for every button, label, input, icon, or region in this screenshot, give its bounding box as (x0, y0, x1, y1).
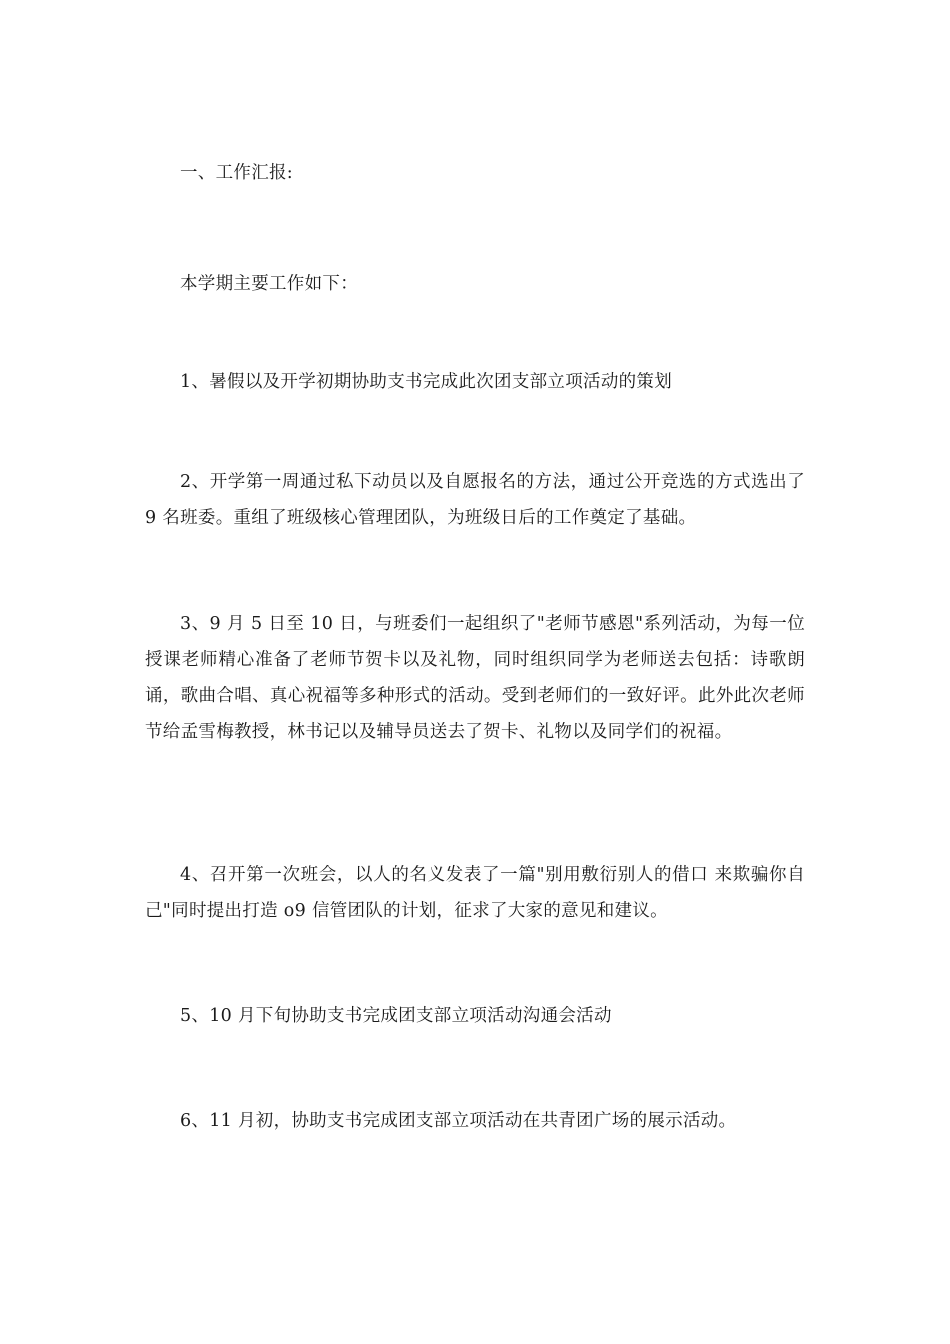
intro-paragraph: 本学期主要工作如下： (180, 274, 358, 294)
work-item-1: 1、暑假以及开学初期协助支书完成此次团支部立项活动的策划 (180, 372, 673, 392)
work-item-4: 4、召开第一次班会，以人的名义发表了一篇"别用敷衍别人的借口 来欺骗你自己"同时提出打造 o9 信管团队的计划，征求了大家的意见和建议。 (145, 865, 805, 921)
work-item-5: 5、10 月下旬协助支书完成团支部立项活动沟通会活动 (180, 1006, 612, 1026)
work-item-3: 3、9 月 5 日至 10 日，与班委们一起组织了"老师节感恩"系列活动，为每一位授课老师精心准备了老师节贺卡以及礼物，同时组织同学为老师送去包括：诗歌朗诵，歌曲合唱、真心祝福等多种形式的活动。受到老师们的一致好评。此外此次老师节给孟雪梅教授，林书记以及辅导员送去了贺卡、礼物以及同学们的祝福。 (145, 614, 805, 742)
work-item-6: 6、11 月初，协助支书完成团支部立项活动在共青团广场的展示活动。 (180, 1111, 737, 1131)
section-heading: 一、工作汇报: (180, 163, 293, 183)
work-item-2: 2、开学第一周通过私下动员以及自愿报名的方法，通过公开竞选的方式选出了 9 名班委。重组了班级核心管理团队，为班级日后的工作奠定了基础。 (145, 472, 805, 528)
